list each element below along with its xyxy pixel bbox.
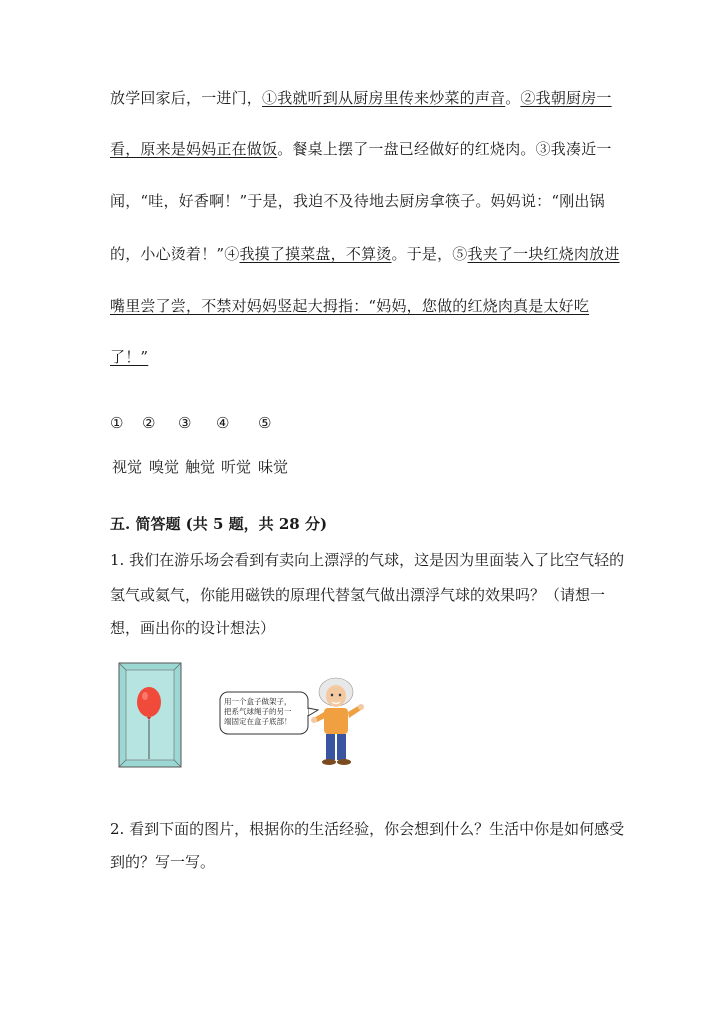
- question-1-line-3: 想，画出你的设计想法）: [110, 619, 276, 637]
- marker-3: ③: [178, 414, 192, 432]
- underlined-sentence-2: ②我朝厨房一: [520, 89, 612, 107]
- question-2-line-2: 到的？写一写。: [110, 853, 216, 871]
- passage-text: 。于是，⑤: [391, 245, 468, 263]
- bubble-text: [224, 697, 292, 727]
- underlined-sentence-4: 我摸了摸菜盘，不算烫: [239, 245, 392, 263]
- sense-taste: 味觉: [258, 458, 289, 476]
- question-1-line-2: 氢气或氦气，你能用磁铁的原理代替氢气做出漂浮气球的效果吗？（请想一: [110, 586, 606, 604]
- sense-sight: 视觉: [112, 458, 143, 476]
- marker-5: ⑤: [258, 414, 272, 432]
- sense-hearing: 听觉: [221, 458, 252, 476]
- passage-text: 。: [505, 89, 521, 107]
- underlined-sentence-2-cont: 看，原来是妈妈正在做饭: [110, 140, 278, 158]
- passage-text: 的，小心烫着！”④: [110, 245, 240, 263]
- underlined-sentence-1: ①我就听到从厨房里传来炒菜的声音: [262, 89, 506, 107]
- passage-line-2: [110, 138, 612, 159]
- bubble-line-3: 端固定在盒子底部！: [224, 717, 292, 726]
- bubble-line-1: 用一个盒子做架子，: [224, 697, 292, 706]
- passage-line-3: [110, 190, 605, 211]
- underlined-sentence-5: 我夹了一块红烧肉放进: [467, 245, 620, 263]
- question-1-line-1: 1. 我们在游乐场会看到有卖向上漂浮的气球，这是因为里面装入了比空气轻的: [110, 551, 625, 569]
- scientist-icon: [311, 678, 364, 765]
- marker-2: ②: [142, 414, 156, 432]
- sense-touch: 触觉: [185, 458, 216, 476]
- passage-text: 放学回家后，一进门，: [110, 89, 263, 107]
- passage-text: 闻，“哇，好香啊！”于是，我迫不及待地去厨房拿筷子。妈妈说：“刚出锅: [110, 192, 605, 210]
- marker-1: ①: [110, 414, 124, 432]
- bubble-line-2: 把系气球绳子的另一: [224, 707, 292, 716]
- passage-line-6: [110, 346, 148, 367]
- passage-line-5: [110, 295, 589, 316]
- underlined-sentence-5-end: 了！”: [110, 348, 149, 366]
- passage-text: 。餐桌上摆了一盘已经做好的红烧肉。③我凑近一: [277, 140, 612, 158]
- section-heading: 五. 简答题 (共 5 题，共 28 分): [110, 515, 328, 533]
- marker-4: ④: [216, 414, 230, 432]
- passage-line-1: [110, 87, 612, 108]
- underlined-sentence-5-cont: 嘴里尝了尝，不禁对妈妈竖起大拇指：“妈妈，您做的红烧肉真是太好吃: [110, 297, 590, 315]
- sense-smell: 嗅觉: [149, 458, 180, 476]
- question-2-line-1: 2. 看到下面的图片，根据你的生活经验，你会想到什么？生活中你是如何感受: [110, 820, 625, 838]
- passage-line-4: [110, 243, 620, 264]
